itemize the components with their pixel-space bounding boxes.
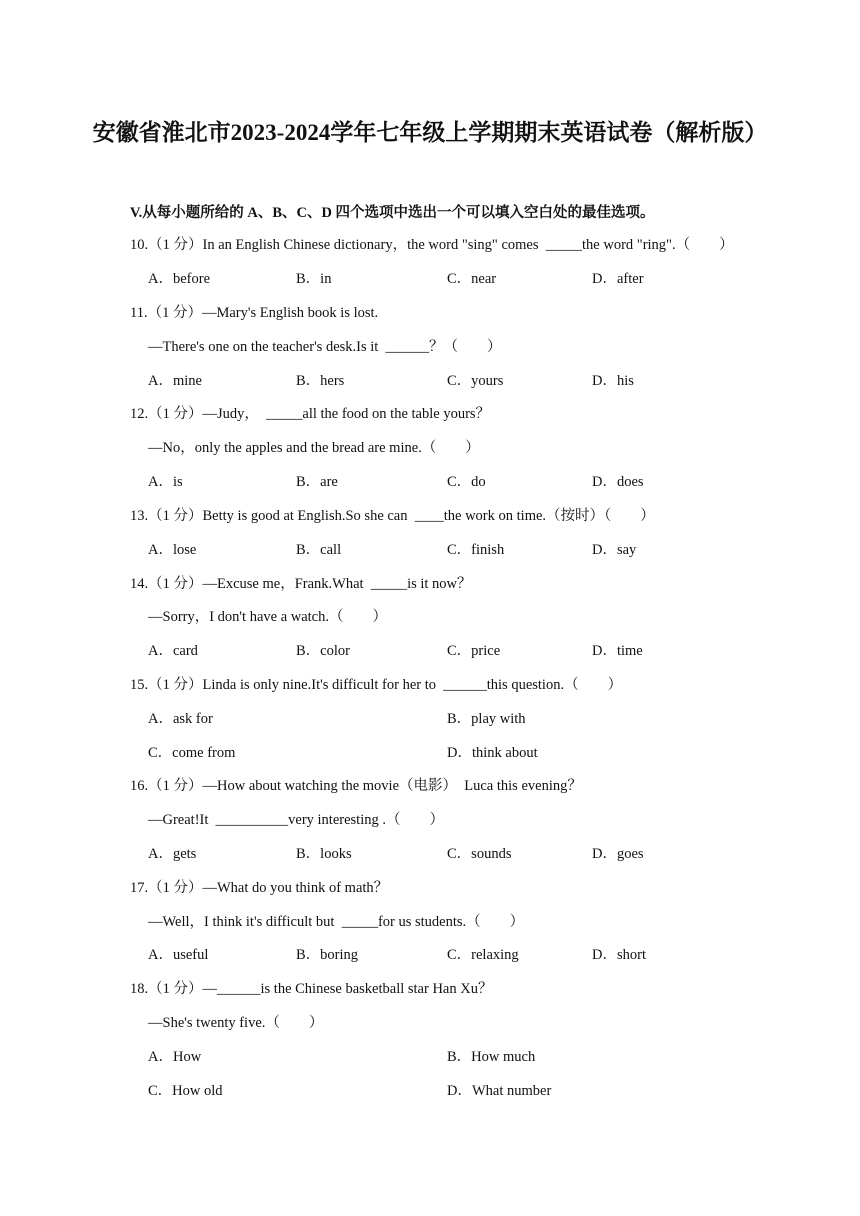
question-dialog: —Great!It __________very interesting .（ ）	[148, 812, 444, 828]
option-a[interactable]: A．ask for	[148, 711, 213, 727]
option-b[interactable]: B．in	[296, 271, 332, 287]
option-c[interactable]: C．yours	[447, 373, 504, 389]
option-d[interactable]: D．think about	[447, 745, 538, 761]
option-b[interactable]: B．boring	[296, 947, 359, 963]
option-d[interactable]: D．short	[592, 947, 646, 963]
option-d[interactable]: D．after	[592, 271, 644, 287]
question-stem: 17.（1 分）—What do you think of math？	[130, 880, 389, 896]
option-a[interactable]: A．before	[148, 271, 211, 287]
option-c[interactable]: C．How old	[148, 1083, 223, 1099]
option-b[interactable]: B．are	[296, 474, 338, 490]
question-stem: 15.（1 分）Linda is only nine.It's difficult for her to ______this question.（ ）	[130, 677, 623, 693]
option-a[interactable]: A．gets	[148, 846, 197, 862]
question-dialog: —No，only the apples and the bread are mine.（ ）	[148, 440, 480, 456]
option-c[interactable]: C．near	[447, 271, 497, 287]
question-dialog: —There's one on the teacher's desk.Is it ______？（ ）	[148, 339, 502, 355]
option-d[interactable]: D．What number	[447, 1083, 552, 1099]
option-b[interactable]: B．looks	[296, 846, 352, 862]
exam-title: 安徽省淮北市2023-2024学年七年级上学期期末英语试卷（解析版）	[92, 120, 768, 145]
option-b[interactable]: B．How much	[447, 1049, 536, 1065]
question-stem: 16.（1 分）—How about watching the movie（电影） Luca this evening？	[130, 778, 582, 794]
option-c[interactable]: C．do	[447, 474, 486, 490]
question-stem: 11.（1 分）—Mary's English book is lost.	[130, 305, 379, 321]
option-b[interactable]: B．hers	[296, 373, 345, 389]
option-a[interactable]: A．is	[148, 474, 183, 490]
option-b[interactable]: B．color	[296, 643, 350, 659]
question-dialog: —She's twenty five.（ ）	[148, 1015, 324, 1031]
section-instruction: V.从每小题所给的 A、B、C、D 四个选项中选出一个可以填入空白处的最佳选项。	[130, 205, 655, 221]
option-c[interactable]: C．finish	[447, 542, 505, 558]
option-d[interactable]: D．his	[592, 373, 634, 389]
option-a[interactable]: A．lose	[148, 542, 197, 558]
option-c[interactable]: C．price	[447, 643, 501, 659]
option-c[interactable]: C．sounds	[447, 846, 512, 862]
option-a[interactable]: A．mine	[148, 373, 202, 389]
question-stem: 12.（1 分）—Judy， _____all the food on the table yours？	[130, 406, 491, 422]
question-stem: 18.（1 分）—______is the Chinese basketball star Han Xu？	[130, 981, 493, 997]
option-a[interactable]: A．How	[148, 1049, 202, 1065]
option-b[interactable]: B．call	[296, 542, 342, 558]
option-d[interactable]: D．does	[592, 474, 644, 490]
option-c[interactable]: C．relaxing	[447, 947, 519, 963]
question-dialog: —Well，I think it's difficult but _____for us students.（ ）	[148, 914, 525, 930]
option-d[interactable]: D．say	[592, 542, 637, 558]
option-a[interactable]: A．card	[148, 643, 198, 659]
question-stem: 13.（1 分）Betty is good at English.So she can ____the work on time.（按时）（ ）	[130, 508, 655, 524]
question-dialog: —Sorry，I don't have a watch.（ ）	[148, 609, 387, 625]
option-d[interactable]: D．goes	[592, 846, 644, 862]
question-stem: 10.（1 分）In an English Chinese dictionary，the word "sing" comes _____the word "ring".（ ）	[130, 237, 734, 253]
option-b[interactable]: B．play with	[447, 711, 526, 727]
option-c[interactable]: C．come from	[148, 745, 236, 761]
question-stem: 14.（1 分）—Excuse me，Frank.What _____is it now？	[130, 576, 472, 592]
option-d[interactable]: D．time	[592, 643, 643, 659]
option-a[interactable]: A．useful	[148, 947, 209, 963]
